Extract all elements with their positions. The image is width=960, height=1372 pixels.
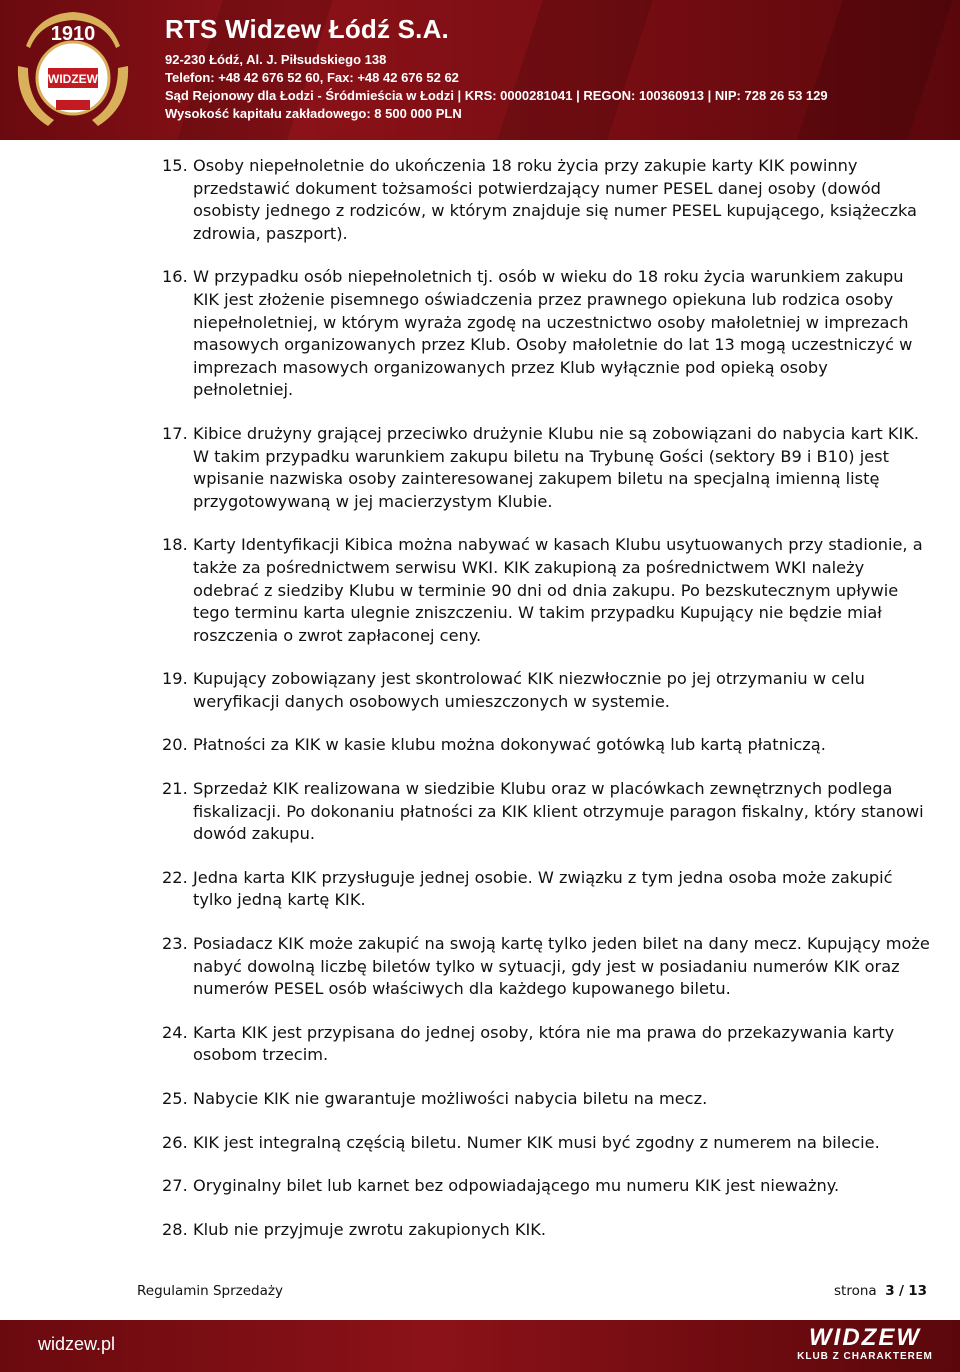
company-info bbox=[165, 14, 828, 123]
list-item bbox=[162, 423, 932, 513]
club-crest-icon bbox=[8, 6, 138, 136]
brand-slogan: KLUB Z CHARAKTEREM bbox=[797, 1351, 933, 1362]
list-item bbox=[162, 1219, 932, 1242]
item-number: 17. bbox=[162, 423, 188, 443]
item-text: Kibice drużyny grającej przeciwko drużynie Klubu nie są zobowiązani do nabycia kart KIK. W takim przypadku warunkiem zakupu biletu na Trybunę Gości (sektory B9 i B10) jest wpisanie nazwiska osoby zainteresowanej zakupem biletu na specjalną imienną listę przygotowywaną w jej macierzystym Klubie. bbox=[193, 423, 920, 511]
item-text: Kupujący zobowiązany jest skontrolować KIK niezwłocznie po jej otrzymaniu w celu weryfikacji danych osobowych umieszczonych w systemie. bbox=[193, 669, 865, 711]
item-text: Oryginalny bilet lub karnet bez odpowiadającego mu numeru KIK jest nieważny. bbox=[193, 1176, 840, 1196]
list-item bbox=[162, 778, 932, 846]
item-text: Nabycie KIK nie gwarantuje możliwości nabycia biletu na mecz. bbox=[193, 1089, 708, 1108]
item-number: 18. bbox=[162, 535, 188, 555]
item-text: Klub nie przyjmuje zwrotu zakupionych KIK. bbox=[193, 1219, 547, 1239]
page-total: 13 bbox=[908, 1283, 927, 1299]
item-text: W przypadku osób niepełnoletnich tj. osób w wieku do 18 roku życia warunkiem zakupu KIK jest złożenie pisemnego oświadczenia przez prawnego opiekuna lub rodzica osoby niepełnoletniej, w którym wyraża zgodę na uczestnictwo osoby małoletniej w imprezach masowych organizowanych przez Klub. Osoby małoletnie do lat 13 mogą uczestniczyć w imprezach masowych organizowanych przez Klub wyłącznie pod opieką osoby pełnoletniej. bbox=[193, 267, 913, 400]
list-item bbox=[162, 1088, 932, 1111]
item-number: 25. bbox=[162, 1089, 188, 1108]
item-number: 28. bbox=[162, 1219, 188, 1239]
item-number: 19. bbox=[162, 669, 188, 689]
document-title: Regulamin Sprzedaży bbox=[137, 1283, 283, 1299]
brand-name: WIDZEW bbox=[809, 1324, 921, 1351]
company-name: RTS Widzew Łódź S.A. bbox=[165, 14, 449, 44]
item-number: 24. bbox=[162, 1022, 188, 1042]
bottom-bar bbox=[0, 1320, 960, 1372]
page-separator: / bbox=[898, 1283, 904, 1299]
crest-text: WIDZEW bbox=[48, 72, 98, 86]
item-number: 20. bbox=[162, 735, 188, 755]
item-number: 23. bbox=[162, 934, 188, 954]
item-text: KIK jest integralną częścią biletu. Numer KIK musi być zgodny z numerem na bilecie. bbox=[193, 1132, 880, 1152]
regulation-list bbox=[162, 155, 932, 1262]
item-text: Karta KIK jest przypisana do jednej osoby, która nie ma prawa do przekazywania karty osobom trzecim. bbox=[193, 1022, 895, 1065]
list-item bbox=[162, 734, 932, 757]
company-address: 92-230 Łódź, Al. J. Piłsudskiego 138 bbox=[165, 52, 387, 67]
page-footer bbox=[137, 1283, 927, 1299]
item-number: 27. bbox=[162, 1176, 188, 1196]
page-current: 3 bbox=[885, 1283, 895, 1299]
list-item bbox=[162, 266, 932, 402]
item-text: Osoby niepełnoletnie do ukończenia 18 roku życia przy zakupie karty KIK powinny przedstawić dokument tożsamości potwierdzający numer PESEL danej osoby (dowód osobisty jednego z rodziców, w którym znajduje się numer PESEL kupującego, książeczka zdrowia, paszport). bbox=[193, 156, 917, 243]
item-text: Karty Identyfikacji Kibica można nabywać w kasach Klubu usytuowanych przy stadionie, a także za pośrednictwem serwisu WKI. KIK zakupioną za pośrednictwem WKI należy odebrać z siedziby Klubu w terminie 90 dni od dnia zakupu. Po bezskutecznym upływie tego terminu karta ulegnie zniszczeniu. W takim przypadku Kupujący nie będzie miał roszczenia o zwrot zapłaconej ceny. bbox=[193, 535, 923, 645]
list-item bbox=[162, 1175, 932, 1198]
page-indicator bbox=[834, 1283, 927, 1299]
company-registry: Sąd Rejonowy dla Łodzi - Śródmieścia w Łodzi | KRS: 0000281041 | REGON: 100360913 | NIP: 728 26 53 129 bbox=[165, 88, 828, 103]
item-number: 21. bbox=[162, 779, 188, 799]
item-text: Posiadacz KIK może zakupić na swoją kartę tylko jeden bilet na dany mecz. Kupujący może nabyć dowolną liczbę biletów tylko w sytuacji, gdy jest w posiadaniu numerów KIK oraz numerów PESEL osób właściwych dla każdego kupowanego biletu. bbox=[193, 934, 930, 999]
list-item bbox=[162, 155, 932, 245]
company-phone: Telefon: +48 42 676 52 60, Fax: +48 42 676 52 62 bbox=[165, 70, 459, 85]
crest-year: 1910 bbox=[50, 23, 96, 45]
item-number: 15. bbox=[162, 156, 188, 175]
website-link[interactable]: widzew.pl bbox=[38, 1334, 116, 1354]
page-label: strona bbox=[834, 1283, 877, 1299]
list-item bbox=[162, 867, 932, 912]
brand-logo bbox=[790, 1325, 940, 1367]
letterhead bbox=[0, 0, 960, 140]
item-text: Jedna karta KIK przysługuje jednej osobie. W związku z tym jedna osoba może zakupić tylko jedną kartę KIK. bbox=[193, 867, 893, 910]
company-capital: Wysokość kapitału zakładowego: 8 500 000 PLN bbox=[165, 106, 462, 121]
item-number: 16. bbox=[162, 267, 188, 287]
list-item bbox=[162, 534, 932, 647]
item-number: 26. bbox=[162, 1132, 188, 1152]
list-item bbox=[162, 1022, 932, 1067]
item-text: Sprzedaż KIK realizowana w siedzibie Klubu oraz w placówkach zewnętrznych podlega fiskalizacji. Po dokonaniu płatności za KIK klient otrzymuje paragon fiskalny, który stanowi dowód zakupu. bbox=[193, 779, 924, 844]
list-item bbox=[162, 668, 932, 713]
item-text: Płatności za KIK w kasie klubu można dokonywać gotówką lub kartą płatniczą. bbox=[193, 735, 826, 755]
list-item bbox=[162, 1132, 932, 1155]
list-item bbox=[162, 933, 932, 1001]
item-number: 22. bbox=[162, 867, 188, 887]
